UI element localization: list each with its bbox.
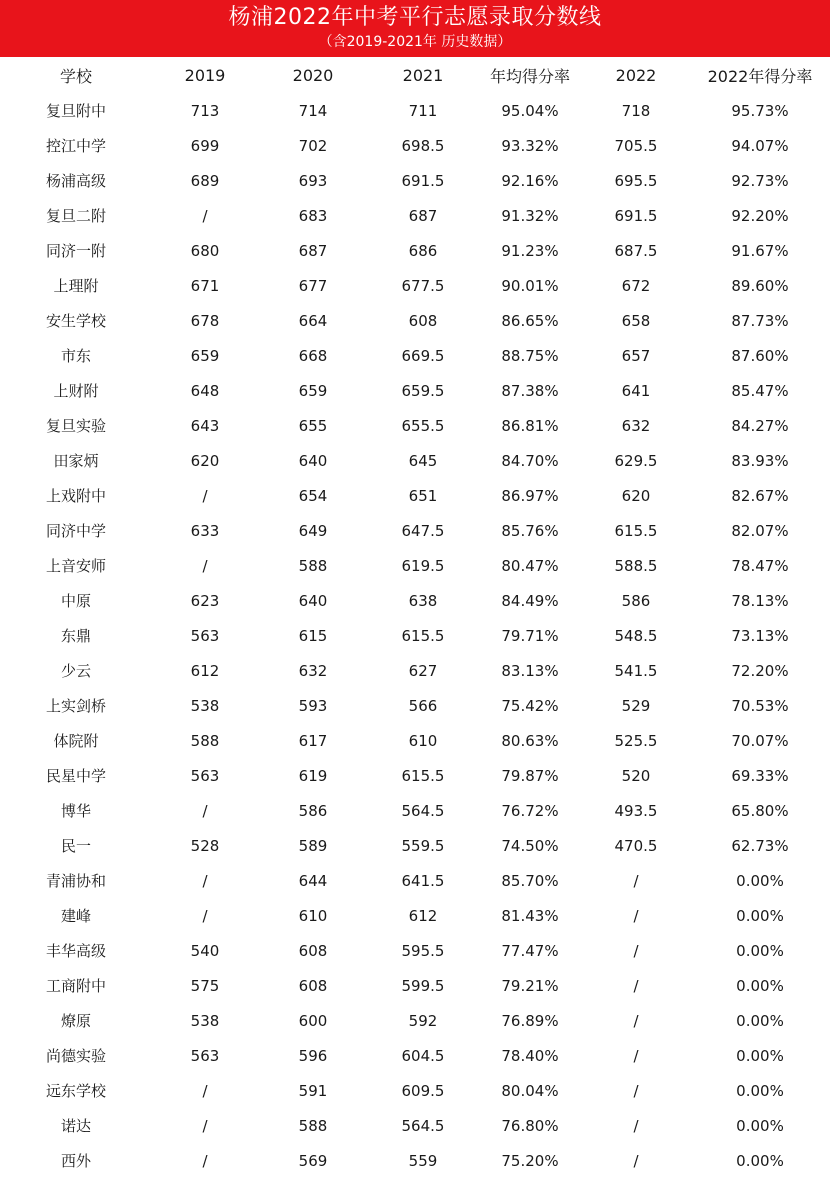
score-2021-cell: 651 (408, 486, 438, 505)
table-row (0, 198, 830, 233)
score-2019-cell: 689 (190, 171, 220, 190)
avg-rate-cell: 86.65% (501, 311, 559, 330)
score-2022-cell: 632 (621, 416, 651, 435)
table-row (0, 373, 830, 408)
table-row (0, 128, 830, 163)
avg-rate-cell: 79.71% (501, 626, 559, 645)
table-row (0, 338, 830, 373)
rate-2022-cell: 72.20% (731, 661, 789, 680)
score-2021-cell: 559.5 (401, 836, 445, 855)
score-2020-cell: 569 (298, 1151, 328, 1170)
rate-2022-cell: 70.07% (731, 731, 789, 750)
score-2022-cell: 658 (621, 311, 651, 330)
score-2020-cell: 619 (298, 766, 328, 785)
score-2019-cell: 538 (190, 1011, 220, 1030)
score-2020-cell: 683 (298, 206, 328, 225)
table-row (0, 1073, 830, 1108)
rate-2022-cell: 87.73% (731, 311, 789, 330)
avg-rate-cell: 88.75% (501, 346, 559, 365)
table-row (0, 478, 830, 513)
avg-rate-cell: 79.87% (501, 766, 559, 785)
score-2020-cell: 640 (298, 591, 328, 610)
score-2022-cell: / (633, 1116, 639, 1135)
table-row (0, 303, 830, 338)
score-2019-cell: 671 (190, 276, 220, 295)
school-name-cell: 上财附 (53, 382, 99, 400)
rate-2022-cell: 78.47% (731, 556, 789, 575)
score-2020-cell: 714 (298, 101, 328, 120)
score-2020-cell: 649 (298, 521, 328, 540)
score-2019-cell: 620 (190, 451, 220, 470)
school-name-cell: 燎原 (60, 1012, 91, 1030)
score-2022-cell: / (633, 976, 639, 995)
table-row (0, 583, 830, 618)
score-2022-cell: 629.5 (614, 451, 658, 470)
score-2022-cell: / (633, 1081, 639, 1100)
score-2022-cell: / (633, 1046, 639, 1065)
score-2019-cell: / (202, 556, 208, 575)
score-2022-cell: 695.5 (614, 171, 658, 190)
score-2021-cell: 691.5 (401, 171, 445, 190)
school-name-cell: 中原 (60, 592, 91, 610)
school-name-cell: 上实剑桥 (45, 697, 106, 715)
table-row (0, 723, 830, 758)
school-name-cell: 西外 (60, 1152, 91, 1170)
score-2019-cell: 538 (190, 696, 220, 715)
score-2022-cell: / (633, 906, 639, 925)
page-title: 杨浦2022年中考平行志愿录取分数线 (228, 5, 602, 30)
school-name-cell: 青浦协和 (45, 872, 106, 890)
table-row (0, 828, 830, 863)
score-2020-cell: 654 (298, 486, 328, 505)
avg-rate-cell: 80.04% (501, 1081, 559, 1100)
table-row (0, 233, 830, 268)
score-2020-cell: 615 (298, 626, 328, 645)
avg-rate-cell: 76.72% (501, 801, 559, 820)
school-name-cell: 少云 (60, 662, 91, 680)
column-header-avg-rate: 年均得分率 (489, 67, 570, 86)
table-row (0, 408, 830, 443)
score-2020-cell: 608 (298, 976, 328, 995)
score-2020-cell: 644 (298, 871, 328, 890)
score-2021-cell: 686 (408, 241, 438, 260)
score-2019-cell: 588 (190, 731, 220, 750)
table-row (0, 793, 830, 828)
avg-rate-cell: 93.32% (501, 136, 559, 155)
score-2020-cell: 702 (298, 136, 328, 155)
score-2019-cell: 643 (190, 416, 220, 435)
score-2022-cell: / (633, 1011, 639, 1030)
school-name-cell: 复旦附中 (45, 102, 106, 120)
rate-2022-cell: 83.93% (731, 451, 789, 470)
rate-2022-cell: 0.00% (736, 941, 784, 960)
score-2022-cell: 687.5 (614, 241, 658, 260)
table-row (0, 1143, 830, 1178)
column-header-2020: 2020 (292, 66, 334, 85)
score-2021-cell: 659.5 (401, 381, 445, 400)
school-name-cell: 杨浦高级 (45, 172, 106, 190)
rate-2022-cell: 92.20% (731, 206, 789, 225)
school-name-cell: 复旦二附 (45, 207, 106, 225)
score-2019-cell: 659 (190, 346, 220, 365)
score-2020-cell: 589 (298, 836, 328, 855)
score-2020-cell: 693 (298, 171, 328, 190)
rate-2022-cell: 62.73% (731, 836, 789, 855)
score-2019-cell: 623 (190, 591, 220, 610)
score-2022-cell: 525.5 (614, 731, 658, 750)
avg-rate-cell: 91.23% (501, 241, 559, 260)
title-banner (0, 0, 830, 57)
score-2022-cell: 588.5 (614, 556, 658, 575)
score-2021-cell: 615.5 (401, 626, 445, 645)
score-2019-cell: 528 (190, 836, 220, 855)
table-row (0, 1108, 830, 1143)
school-name-cell: 复旦实验 (45, 417, 106, 435)
score-2020-cell: 668 (298, 346, 328, 365)
score-2021-cell: 610 (408, 731, 438, 750)
score-2022-cell: 586 (621, 591, 651, 610)
avg-rate-cell: 81.43% (501, 906, 559, 925)
column-header-2021: 2021 (402, 66, 444, 85)
score-2020-cell: 593 (298, 696, 328, 715)
table-row (0, 163, 830, 198)
table-row (0, 548, 830, 583)
school-name-cell: 上音安师 (45, 557, 106, 575)
avg-rate-cell: 78.40% (501, 1046, 559, 1065)
school-name-cell: 东鼎 (60, 627, 91, 645)
school-name-cell: 田家炳 (53, 452, 99, 470)
score-2020-cell: 617 (298, 731, 328, 750)
score-2019-cell: / (202, 486, 208, 505)
rate-2022-cell: 95.73% (731, 101, 789, 120)
score-2019-cell: 563 (190, 626, 220, 645)
score-2021-cell: 559 (408, 1151, 438, 1170)
table-row (0, 1038, 830, 1073)
avg-rate-cell: 92.16% (501, 171, 559, 190)
score-2021-cell: 687 (408, 206, 438, 225)
school-name-cell: 民星中学 (45, 767, 106, 785)
column-header-2022-rate: 2022年得分率 (707, 67, 813, 86)
school-name-cell: 丰华高级 (45, 942, 106, 960)
score-2020-cell: 591 (298, 1081, 328, 1100)
rate-2022-cell: 0.00% (736, 1046, 784, 1065)
score-2022-cell: 548.5 (614, 626, 658, 645)
column-header-school: 学校 (59, 67, 92, 86)
score-2021-cell: 599.5 (401, 976, 445, 995)
score-2021-cell: 564.5 (401, 801, 445, 820)
table-row (0, 688, 830, 723)
school-name-cell: 诺达 (60, 1117, 91, 1135)
score-2020-cell: 677 (298, 276, 328, 295)
rate-2022-cell: 78.13% (731, 591, 789, 610)
score-2019-cell: 575 (190, 976, 220, 995)
score-2022-cell: 657 (621, 346, 651, 365)
column-header-2022: 2022 (615, 66, 657, 85)
school-name-cell: 同济中学 (45, 522, 106, 540)
score-2019-cell: / (202, 206, 208, 225)
rate-2022-cell: 0.00% (736, 871, 784, 890)
rate-2022-cell: 91.67% (731, 241, 789, 260)
school-name-cell: 同济一附 (45, 242, 106, 260)
table-row (0, 443, 830, 478)
school-name-cell: 控江中学 (45, 137, 106, 155)
score-2021-cell: 612 (408, 906, 438, 925)
score-2022-cell: 470.5 (614, 836, 658, 855)
avg-rate-cell: 79.21% (501, 976, 559, 995)
rate-2022-cell: 70.53% (731, 696, 789, 715)
school-name-cell: 民一 (60, 837, 91, 855)
school-name-cell: 体院附 (53, 732, 99, 750)
rate-2022-cell: 94.07% (731, 136, 789, 155)
score-2019-cell: 563 (190, 1046, 220, 1065)
avg-rate-cell: 75.42% (501, 696, 559, 715)
score-2022-cell: 541.5 (614, 661, 658, 680)
score-2019-cell: / (202, 871, 208, 890)
score-2022-cell: 641 (621, 381, 651, 400)
score-2022-cell: 520 (621, 766, 651, 785)
score-2022-cell: 672 (621, 276, 651, 295)
score-2019-cell: / (202, 906, 208, 925)
avg-rate-cell: 77.47% (501, 941, 559, 960)
table-row (0, 513, 830, 548)
table-row (0, 93, 830, 128)
score-2020-cell: 600 (298, 1011, 328, 1030)
score-2020-cell: 596 (298, 1046, 328, 1065)
avg-rate-cell: 85.76% (501, 521, 559, 540)
score-2020-cell: 640 (298, 451, 328, 470)
table-row (0, 933, 830, 968)
header-row (0, 58, 830, 93)
score-2019-cell: / (202, 801, 208, 820)
rate-2022-cell: 69.33% (731, 766, 789, 785)
score-2022-cell: 705.5 (614, 136, 658, 155)
rate-2022-cell: 82.67% (731, 486, 789, 505)
rate-2022-cell: 82.07% (731, 521, 789, 540)
score-2019-cell: 540 (190, 941, 220, 960)
score-2019-cell: 713 (190, 101, 220, 120)
score-2021-cell: 669.5 (401, 346, 445, 365)
score-2020-cell: 632 (298, 661, 328, 680)
table-row (0, 863, 830, 898)
school-name-cell: 尚德实验 (45, 1047, 106, 1065)
score-2021-cell: 645 (408, 451, 438, 470)
score-2019-cell: / (202, 1151, 208, 1170)
rate-2022-cell: 84.27% (731, 416, 789, 435)
school-name-cell: 上理附 (53, 277, 99, 295)
score-2021-cell: 595.5 (401, 941, 445, 960)
school-name-cell: 安生学校 (45, 312, 106, 330)
rate-2022-cell: 89.60% (731, 276, 789, 295)
score-2021-cell: 609.5 (401, 1081, 445, 1100)
score-2019-cell: 680 (190, 241, 220, 260)
table-row (0, 618, 830, 653)
avg-rate-cell: 86.81% (501, 416, 559, 435)
score-2020-cell: 659 (298, 381, 328, 400)
rate-2022-cell: 0.00% (736, 1116, 784, 1135)
score-2022-cell: 620 (621, 486, 651, 505)
table-row (0, 268, 830, 303)
score-2021-cell: 564.5 (401, 1116, 445, 1135)
page-subtitle: （含2019-2021年 历史数据） (318, 34, 512, 50)
score-2021-cell: 698.5 (401, 136, 445, 155)
score-2019-cell: 648 (190, 381, 220, 400)
avg-rate-cell: 80.47% (501, 556, 559, 575)
school-name-cell: 远东学校 (45, 1082, 106, 1100)
score-2022-cell: / (633, 1151, 639, 1170)
rate-2022-cell: 0.00% (736, 906, 784, 925)
table-row (0, 653, 830, 688)
school-name-cell: 工商附中 (45, 977, 106, 995)
rate-2022-cell: 65.80% (731, 801, 789, 820)
score-2020-cell: 588 (298, 556, 328, 575)
score-2020-cell: 687 (298, 241, 328, 260)
school-name-cell: 博华 (60, 802, 91, 820)
score-2019-cell: 563 (190, 766, 220, 785)
score-table-body (0, 93, 830, 1178)
rate-2022-cell: 0.00% (736, 1151, 784, 1170)
score-2019-cell: 699 (190, 136, 220, 155)
score-2022-cell: / (633, 941, 639, 960)
school-name-cell: 建峰 (60, 907, 91, 925)
score-2021-cell: 615.5 (401, 766, 445, 785)
rate-2022-cell: 87.60% (731, 346, 789, 365)
rate-2022-cell: 0.00% (736, 976, 784, 995)
avg-rate-cell: 87.38% (501, 381, 559, 400)
avg-rate-cell: 90.01% (501, 276, 559, 295)
score-2022-cell: 691.5 (614, 206, 658, 225)
score-2019-cell: 612 (190, 661, 220, 680)
avg-rate-cell: 80.63% (501, 731, 559, 750)
score-2020-cell: 588 (298, 1116, 328, 1135)
score-2021-cell: 677.5 (401, 276, 445, 295)
score-2022-cell: 493.5 (614, 801, 658, 820)
score-2021-cell: 608 (408, 311, 438, 330)
score-2019-cell: 633 (190, 521, 220, 540)
table-row (0, 968, 830, 1003)
score-2019-cell: / (202, 1116, 208, 1135)
avg-rate-cell: 76.80% (501, 1116, 559, 1135)
table-row (0, 1003, 830, 1038)
rate-2022-cell: 0.00% (736, 1081, 784, 1100)
column-header-2019: 2019 (184, 66, 226, 85)
avg-rate-cell: 83.13% (501, 661, 559, 680)
avg-rate-cell: 85.70% (501, 871, 559, 890)
score-2021-cell: 655.5 (401, 416, 445, 435)
score-2021-cell: 592 (408, 1011, 438, 1030)
score-2020-cell: 664 (298, 311, 328, 330)
score-2022-cell: 718 (621, 101, 651, 120)
rate-2022-cell: 73.13% (731, 626, 789, 645)
table-row (0, 898, 830, 933)
avg-rate-cell: 76.89% (501, 1011, 559, 1030)
score-2021-cell: 619.5 (401, 556, 445, 575)
avg-rate-cell: 91.32% (501, 206, 559, 225)
score-2022-cell: 529 (621, 696, 651, 715)
avg-rate-cell: 84.70% (501, 451, 559, 470)
table-row (0, 758, 830, 793)
score-2019-cell: / (202, 1081, 208, 1100)
score-2021-cell: 638 (408, 591, 438, 610)
score-table (0, 58, 830, 1178)
score-2021-cell: 604.5 (401, 1046, 445, 1065)
score-2020-cell: 608 (298, 941, 328, 960)
avg-rate-cell: 86.97% (501, 486, 559, 505)
score-2022-cell: 615.5 (614, 521, 658, 540)
score-2021-cell: 641.5 (401, 871, 445, 890)
score-2020-cell: 610 (298, 906, 328, 925)
avg-rate-cell: 75.20% (501, 1151, 559, 1170)
avg-rate-cell: 84.49% (501, 591, 559, 610)
rate-2022-cell: 92.73% (731, 171, 789, 190)
avg-rate-cell: 74.50% (501, 836, 559, 855)
avg-rate-cell: 95.04% (501, 101, 559, 120)
score-2021-cell: 627 (408, 661, 438, 680)
score-2021-cell: 647.5 (401, 521, 445, 540)
school-name-cell: 上戏附中 (45, 487, 106, 505)
school-name-cell: 市东 (60, 347, 91, 365)
score-2022-cell: / (633, 871, 639, 890)
rate-2022-cell: 0.00% (736, 1011, 784, 1030)
rate-2022-cell: 85.47% (731, 381, 789, 400)
score-2021-cell: 566 (408, 696, 438, 715)
score-2020-cell: 586 (298, 801, 328, 820)
score-2021-cell: 711 (408, 101, 438, 120)
score-2019-cell: 678 (190, 311, 220, 330)
score-2020-cell: 655 (298, 416, 328, 435)
